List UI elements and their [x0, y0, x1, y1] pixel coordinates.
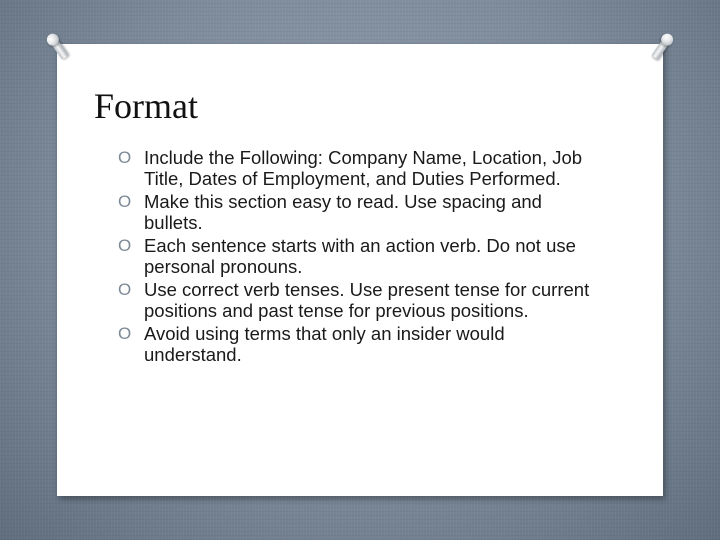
bullet-item: [118, 191, 598, 233]
bullet-item: [118, 323, 598, 365]
bullet-text: Make this section easy to read. Use spacing and bullets.: [144, 191, 542, 233]
bullet-item: [118, 235, 598, 277]
bullet-text: Each sentence starts with an action verb. Do not use personal pronouns.: [144, 235, 576, 277]
bullet-text: Use correct verb tenses. Use present tense for current positions and past tense for previous positions.: [144, 279, 590, 321]
slide-title: Format: [94, 86, 198, 126]
bullet-marker-icon: O: [118, 236, 132, 255]
bullet-item: [118, 279, 598, 321]
bullet-text: Avoid using terms that only an insider would understand.: [144, 323, 505, 365]
bullet-marker-icon: O: [118, 192, 132, 211]
bullet-text: Include the Following: Company Name, Location, Job Title, Dates of Employment, and Duties Performed.: [144, 147, 583, 189]
bullet-marker-icon: O: [118, 280, 132, 299]
bullet-marker-icon: O: [118, 324, 132, 343]
bullet-list: [118, 147, 598, 367]
bullet-item: [118, 147, 598, 189]
bullet-marker-icon: O: [118, 148, 132, 167]
